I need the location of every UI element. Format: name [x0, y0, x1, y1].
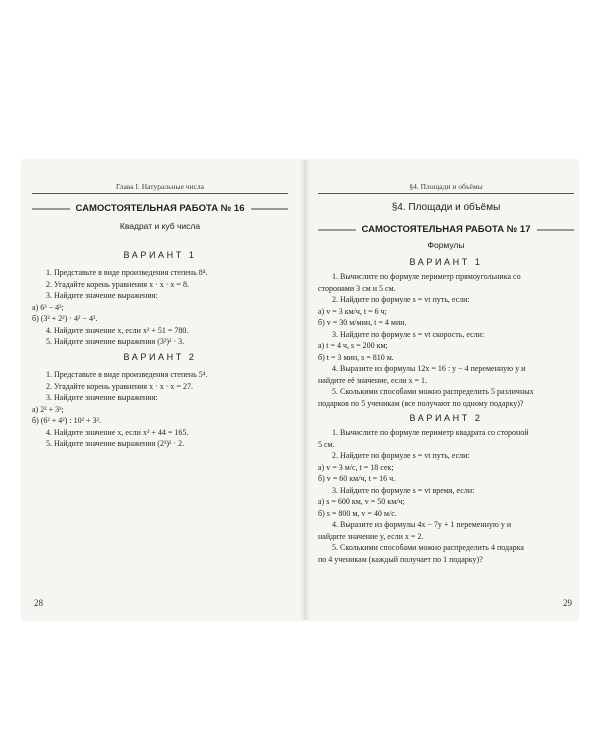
page-number: 28 — [34, 598, 43, 608]
banner-rule-right — [251, 208, 289, 210]
task-line: 2. Угадайте корень уравнения x · x · x = 27. — [46, 381, 193, 391]
variant-2-title: ВАРИАНТ 2 — [409, 413, 483, 423]
right-page — [318, 160, 574, 620]
task-continuation-line: б) (3² + 2²) · 4² − 4². — [32, 314, 98, 323]
variant-2-title: ВАРИАНТ 2 — [123, 352, 197, 362]
task-line: 3. Найдите по формуле s = vt время, если: — [332, 485, 475, 495]
task-line: 1. Представьте в виде произведения степень 5⁴. — [46, 370, 208, 379]
book-spine — [300, 160, 310, 620]
task-continuation-line: 5 см. — [318, 439, 335, 449]
task-line: 4. Найдите значение x, если x² + 51 = 780. — [46, 325, 189, 335]
variant-1-title: ВАРИАНТ 1 — [123, 250, 197, 260]
worksheet-title: САМОСТОЯТЕЛЬНАЯ РАБОТА № 16 — [75, 203, 245, 214]
task-continuation-line: подарков по 5 ученикам (все получают по одному подарку)? — [318, 398, 524, 408]
task-continuation-line: б) t = 3 мин, s = 810 м. — [318, 352, 394, 362]
task-line: 4. Выразите из формулы 12x = 16 : y − 4 переменную y и — [332, 364, 526, 373]
book-spread — [22, 160, 578, 620]
task-continuation-line: а) 2² + 3³; — [32, 404, 64, 414]
task-line: 4. Найдите значение x, если x² + 44 = 165. — [46, 427, 189, 437]
task-line: 1. Вычислите по формуле периметр квадрата со стороной — [332, 428, 529, 437]
task-line: 1. Вычислите по формуле периметр прямоугольника со — [332, 272, 521, 281]
running-head: Глава I. Натуральные числа — [116, 182, 204, 191]
task-continuation-line: а) t = 4 ч, s = 200 км; — [318, 341, 388, 350]
task-continuation-line: найдите её значение, если x = 1. — [318, 375, 428, 385]
running-head-rule — [32, 193, 288, 194]
task-continuation-line: а) v = 3 м/с, t = 18 сек; — [318, 462, 394, 472]
task-line: 2. Найдите по формуле s = vt путь, если: — [332, 295, 470, 304]
variant-1-title: ВАРИАНТ 1 — [409, 257, 483, 267]
variant-1-tasks — [318, 271, 574, 409]
task-continuation-line: б) (6² + 4²) : 10² + 3². — [32, 416, 101, 425]
banner-rule-left — [32, 208, 70, 210]
section-title: §4. Площади и объёмы — [391, 202, 501, 213]
page-number: 29 — [563, 598, 572, 608]
worksheet-title: САМОСТОЯТЕЛЬНАЯ РАБОТА № 17 — [361, 224, 531, 235]
task-continuation-line: по 4 ученикам (каждый получает по 1 подарку)? — [318, 554, 483, 564]
worksheet-subtitle: Формулы — [427, 240, 465, 250]
variant-1-tasks — [32, 267, 288, 348]
task-line: 5. Сколькими способами можно распределить 5 различных — [332, 387, 534, 396]
task-line: 3. Найдите значение выражения: — [46, 393, 158, 402]
running-head: §4. Площади и объёмы — [409, 182, 483, 191]
variant-2-tasks — [32, 369, 288, 450]
running-head-rule — [318, 193, 574, 194]
task-line: 5. Сколькими способами можно распределить 4 подарка — [332, 543, 524, 552]
task-line: 3. Найдите значение выражения: — [46, 291, 158, 300]
task-continuation-line: б) v = 60 км/ч, t = 16 ч. — [318, 474, 396, 483]
banner-rule-left — [318, 229, 356, 231]
task-continuation-line: найдите значение y, если x = 2. — [318, 531, 424, 541]
task-continuation-line: а) v = 3 км/ч, t = 6 ч; — [318, 306, 387, 316]
task-line: 1. Представьте в виде произведения степень 8⁴. — [46, 268, 208, 277]
task-continuation-line: а) 6³ − 4³; — [32, 302, 64, 312]
variant-2-tasks — [318, 427, 574, 565]
task-continuation-line: сторонами 3 см и 5 см. — [318, 283, 396, 293]
task-continuation-line: б) s = 800 м, v = 40 м/с. — [318, 508, 397, 518]
worksheet-banner — [318, 224, 574, 235]
task-line: 5. Найдите значение выражения (2³)² · 2. — [46, 439, 185, 448]
task-continuation-line: б) v = 30 м/мин, t = 4 мин. — [318, 318, 407, 327]
task-line: 2. Найдите по формуле s = vt путь, если: — [332, 451, 470, 460]
worksheet-banner — [32, 203, 288, 214]
task-continuation-line: а) s = 600 км, v = 50 км/ч; — [318, 497, 405, 506]
task-line: 4. Выразите из формулы 4x − 7y + 1 переменную y и — [332, 520, 512, 529]
left-page — [32, 160, 288, 620]
task-line: 2. Угадайте корень уравнения x · x · x = 8. — [46, 279, 189, 289]
worksheet-subtitle: Квадрат и куб числа — [119, 221, 201, 231]
task-line: 3. Найдите по формуле s = vt скорость, если: — [332, 329, 485, 339]
banner-rule-right — [537, 229, 575, 231]
task-line: 5. Найдите значение выражения (3²)² · 3. — [46, 337, 185, 346]
